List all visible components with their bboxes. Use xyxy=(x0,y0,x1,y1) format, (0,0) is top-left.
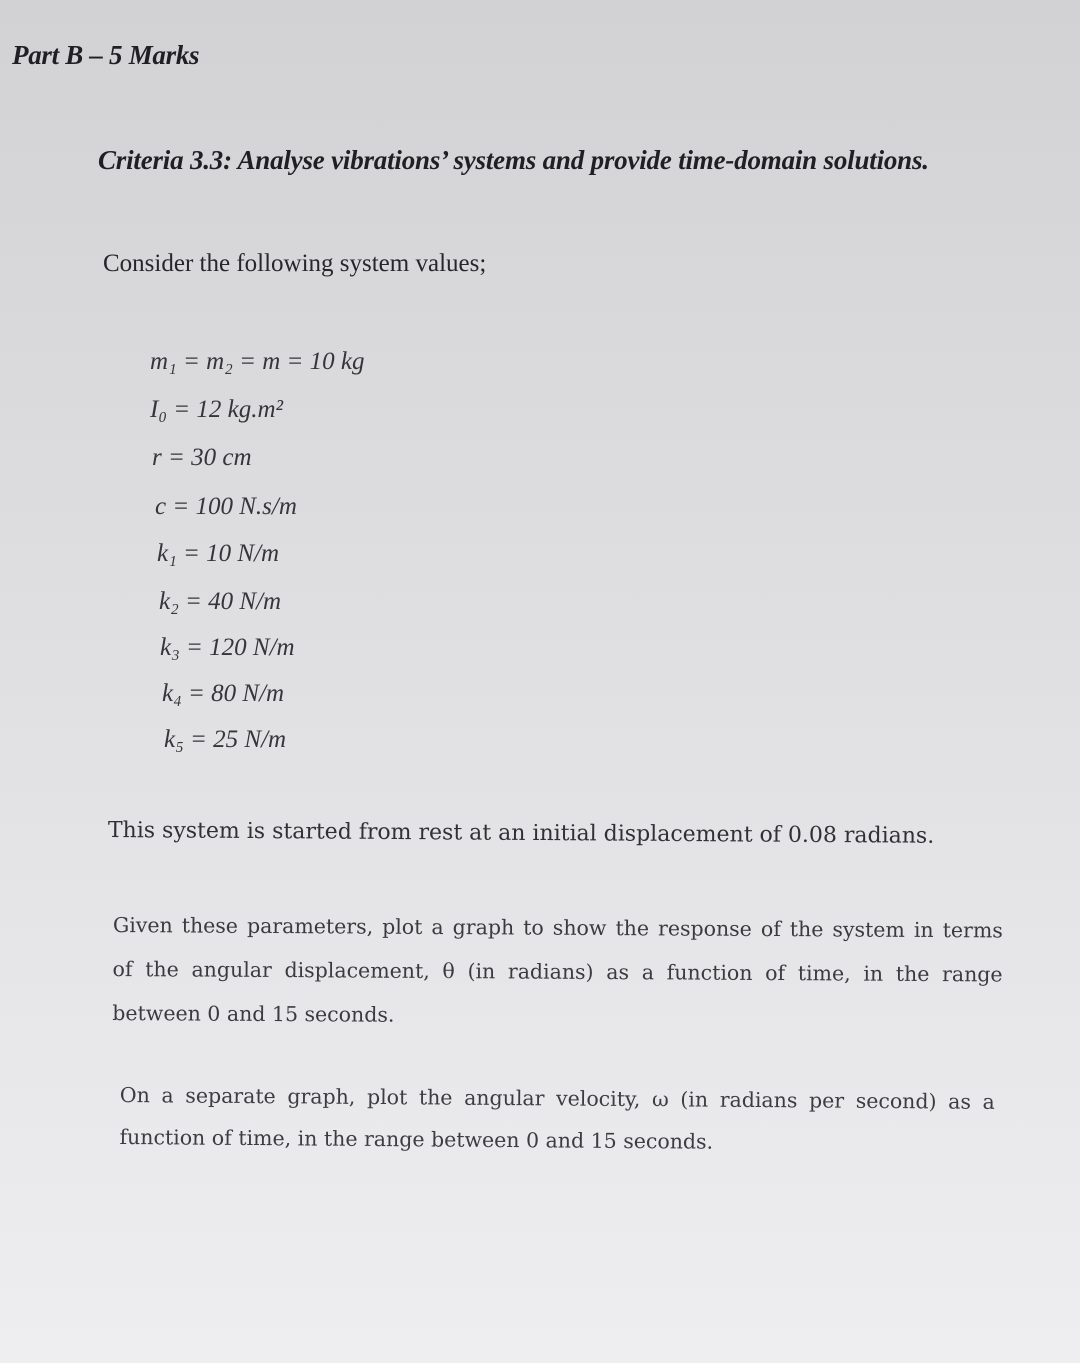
velocity-task-line-2: function of time, in the range between 0 and 15 seconds. xyxy=(119,1124,714,1154)
velocity-task-line-1: On a separate graph, plot the angular velocity, ω (in radians per second) as a xyxy=(119,1082,995,1114)
displacement-task-line-3: between 0 and 15 seconds. xyxy=(112,1000,395,1027)
value-k2: k₂ = 40 N/m xyxy=(159,588,282,615)
value-k4: k₄ = 80 N/m xyxy=(162,680,285,707)
value-radius: r = 30 cm xyxy=(152,444,252,471)
value-k5: k₅ = 25 N/m xyxy=(164,726,287,753)
value-k3: k₃ = 120 N/m xyxy=(160,634,295,661)
criteria-heading: Criteria 3.3: Analyse vibrations’ systems and provide time-domain solutions. xyxy=(98,145,929,175)
displacement-task-line-2: of the angular displacement, θ (in radians) as a function of time, in the range xyxy=(112,956,1003,987)
part-heading: Part B – 5 Marks xyxy=(12,40,200,70)
value-k1: k₁ = 10 N/m xyxy=(157,540,280,567)
velocity-task-paragraph xyxy=(119,1074,995,1165)
value-inertia: I₀ = 12 kg.m² xyxy=(150,396,284,423)
intro-text: Consider the following system values; xyxy=(103,250,487,277)
displacement-task-line-1: Given these parameters, plot a graph to show the response of the system in terms xyxy=(112,912,1003,943)
value-mass: m₁ = m₂ = m = 10 kg xyxy=(150,348,365,375)
value-damping: c = 100 N.s/m xyxy=(155,493,297,520)
initial-condition-paragraph: This system is started from rest at an initial displacement of 0.08 radians. xyxy=(107,818,935,849)
displacement-task-paragraph xyxy=(112,903,1003,1040)
